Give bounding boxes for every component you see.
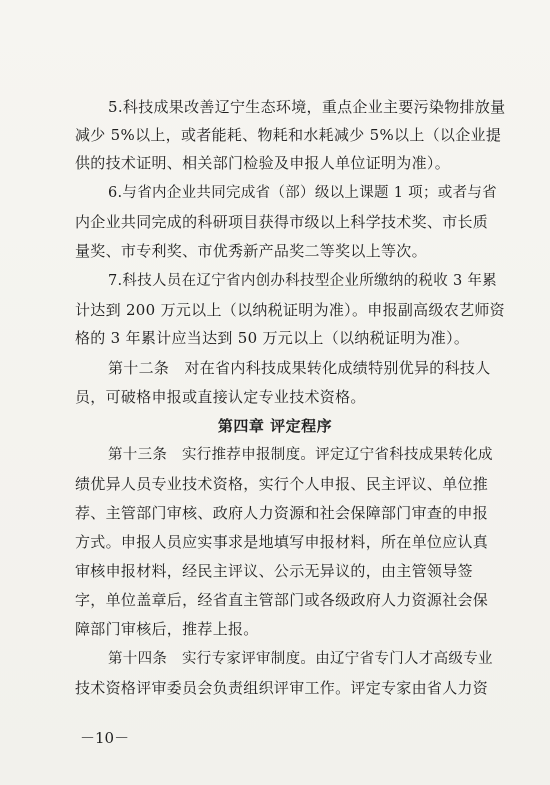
text-line: 审核申报材料，经民主评议、公示无异议的，由主管领导签 xyxy=(75,562,473,580)
text-line: 障部门审核后，推荐上报。 xyxy=(75,620,259,638)
text-line: 第十三条 实行推荐申报制度。评定辽宁省科技成果转化成 xyxy=(108,447,493,463)
text-line: 第十二条 对在省内科技成果转化成绩特别优异的科技人 xyxy=(108,359,491,377)
text-line: 技术资格评审委员会负责组织评审工作。评定专家由省人力资 xyxy=(75,679,489,697)
page-number: －10－ xyxy=(80,729,130,747)
chapter-heading: 第四章 评定程序 xyxy=(217,417,333,435)
text-line: 绩优异人员专业技术资格，实行个人申报、民主评议、单位推 xyxy=(75,475,489,493)
text-line: 格的 3 年累计应当达到 50 万元以上（以纳税证明为准）。 xyxy=(75,329,470,347)
text-line: 计达到 200 万元以上（以纳税证明为准）。申报副高级农艺师资 xyxy=(75,301,505,319)
text-line: 方式。申报人员应实事求是地填写申报材料，所在单位应认真 xyxy=(75,533,489,551)
text-line: 员，可破格申报或直接认定专业技术资格。 xyxy=(75,388,366,406)
text-line: 5.科技成果改善辽宁生态环境，重点企业主要污染物排放量 xyxy=(108,98,506,116)
text-line: 量奖、市专利奖、市优秀新产品奖二等奖以上等次。 xyxy=(75,242,427,260)
text-line: 内企业共同完成的科研项目获得市级以上科学技术奖、市长质 xyxy=(75,213,489,231)
text-line: 字，单位盖章后，经省直主管部门或各级政府人力资源社会保 xyxy=(75,591,489,609)
text-line: 6.与省内企业共同完成省（部）级以上课题 1 项；或者与省 xyxy=(108,185,497,201)
text-line: 荐、主管部门审核、政府人力资源和社会保障部门审查的申报 xyxy=(75,504,489,522)
text-line: 减少 5%以上，或者能耗、物耗和水耗减少 5%以上（以企业提 xyxy=(75,126,502,144)
text-line: 供的技术证明、相关部门检验及申报人单位证明为准）。 xyxy=(75,154,451,172)
text-line: 第十四条 实行专家评审制度。由辽宁省专门人才高级专业 xyxy=(108,651,493,667)
text-line: 7.科技人员在辽宁省内创办科技型企业所缴纳的税收 3 年累 xyxy=(108,273,497,289)
